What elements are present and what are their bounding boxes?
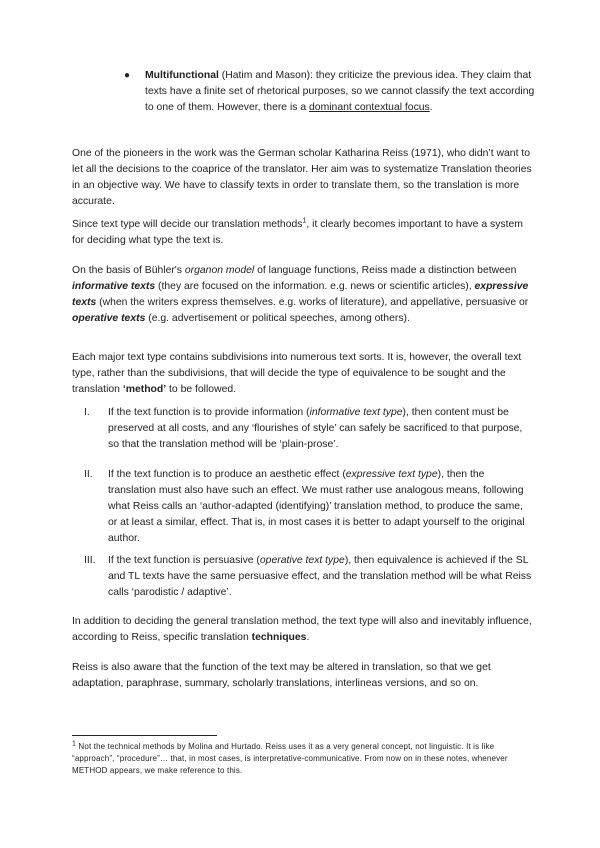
list-1-text-b: ), then content must be preserved at all costs, and any ‘flourishes of style’ can safely be sacrificed to that purpose, so that the translation method will be ‘plain-prose’.: [108, 407, 523, 450]
footnote: [72, 741, 532, 777]
footnote-separator: [72, 735, 217, 736]
paragraph-text-type-method: [72, 217, 532, 249]
term-expressive-texts: expressive texts: [72, 281, 529, 308]
term-informative-text-type: informative text type: [309, 407, 403, 418]
list-number-2: II.: [84, 469, 93, 480]
dominant-contextual-focus: dominant contextual focus: [309, 102, 430, 113]
paragraph-function-altered: Reiss is also aware that the function of the text may be altered in translation, so that we get adaptation, paraphrase, summary, scholarly translations, interlineas versions, and so on.: [72, 662, 491, 689]
term-expressive-text-type: expressive text type: [345, 469, 438, 480]
p5-text-a: In addition to deciding the general translation method, the text type will also and inevitably influence, according to Reiss, specific translation: [72, 616, 532, 643]
term-informative-texts: informative texts: [72, 281, 156, 292]
term-operative-texts: operative texts: [72, 313, 146, 324]
paragraph-techniques: [72, 614, 532, 646]
term-multifunctional: Multifunctional: [145, 70, 219, 81]
list-item-operative: [108, 553, 534, 601]
p2-text-a: Since text type will decide our translation methods: [72, 219, 303, 230]
footnote-marker: 1: [72, 740, 77, 748]
term-organon-model: organon model: [184, 265, 255, 276]
p3-text-a: On the basis of Bühler's: [72, 265, 185, 276]
list-3-text-a: If the text function is persuasive (: [108, 555, 260, 566]
p3-text-c: (they are focused on the information. e.g. news or scientific articles),: [155, 281, 475, 292]
list-item-informative: [108, 405, 534, 453]
bullet-body: (Hatim and Mason): they criticize the previous idea. They claim that texts have a finite set of rhetorical purposes, so we cannot classify the text according to one of them. However, there is a: [145, 70, 535, 113]
p2-text-b: , it clearly becomes important to have a system for deciding what type the text is.: [72, 219, 523, 246]
list-item-expressive: [108, 467, 534, 547]
p3-text-b: of language functions, Reiss made a distinction between: [254, 265, 517, 276]
paragraph-text-sorts: [72, 350, 532, 398]
list-number-3: III.: [84, 555, 96, 566]
list-2-text-b: ), then the translation must also have such an effect. We must rather use analogous means, following what Reiss calls an ‘author-adapted (identifying)’ translation method, to produce the same, or at least a similar, effect. That is, in most cases it is better to adapt yourself to the original author.: [108, 469, 525, 544]
list-3-text-b: ), then equivalence is achieved if the SL and TL texts have the same persuasive effect, and the translation method will be what Reiss calls ‘parodistic / adaptive’.: [108, 555, 532, 598]
footnote-ref: 1: [302, 217, 307, 225]
list-1-text-a: If the text function is to provide information (: [108, 407, 310, 418]
footnote-text: Not the technical methods by Molina and Hurtado. Reiss uses it as a very general concept, not linguistic. It is like “approach”, “procedure”… that, in most cases, is interpretative-communicative. From now on in these notes, whenever METHOD appears, we make reference to this.: [72, 742, 508, 775]
term-techniques: techniques: [251, 632, 307, 643]
paragraph-buhler-organon: [72, 263, 532, 327]
p3-text-e: (e.g. advertisement or political speeches, among others).: [145, 313, 410, 324]
term-method: ‘method’: [122, 384, 167, 395]
bullet-text: [145, 68, 539, 116]
paragraph-reiss-pioneer: One of the pioneers in the work was the German scholar Katharina Reiss (1971), who didn’t want to let all the decisions to the coaprice of the translator. Her aim was to systematize Translation theories in an objective way. We have to classify texts in order to translate them, so the translation is more accurate.: [72, 148, 532, 207]
term-operative-text-type: operative text type: [259, 555, 345, 566]
list-2-text-a: If the text function is to produce an aesthetic effect (: [108, 469, 346, 480]
p5-text-b: .: [306, 632, 310, 643]
p3-text-d: (when the writers express themselves. e.g. works of literature), and appellative, persuasive or: [96, 297, 529, 308]
list-number-1: I.: [84, 407, 90, 418]
p4-text-a: Each major text type contains subdivisions into numerous text sorts. It is, however, the overall text type, rather than the subdivisions, that will decide the type of equivalence to be sought and the translation: [72, 352, 522, 395]
bullet-dot: ●: [124, 70, 131, 81]
p4-text-b: to be followed.: [166, 384, 237, 395]
bullet-end: .: [429, 102, 433, 113]
